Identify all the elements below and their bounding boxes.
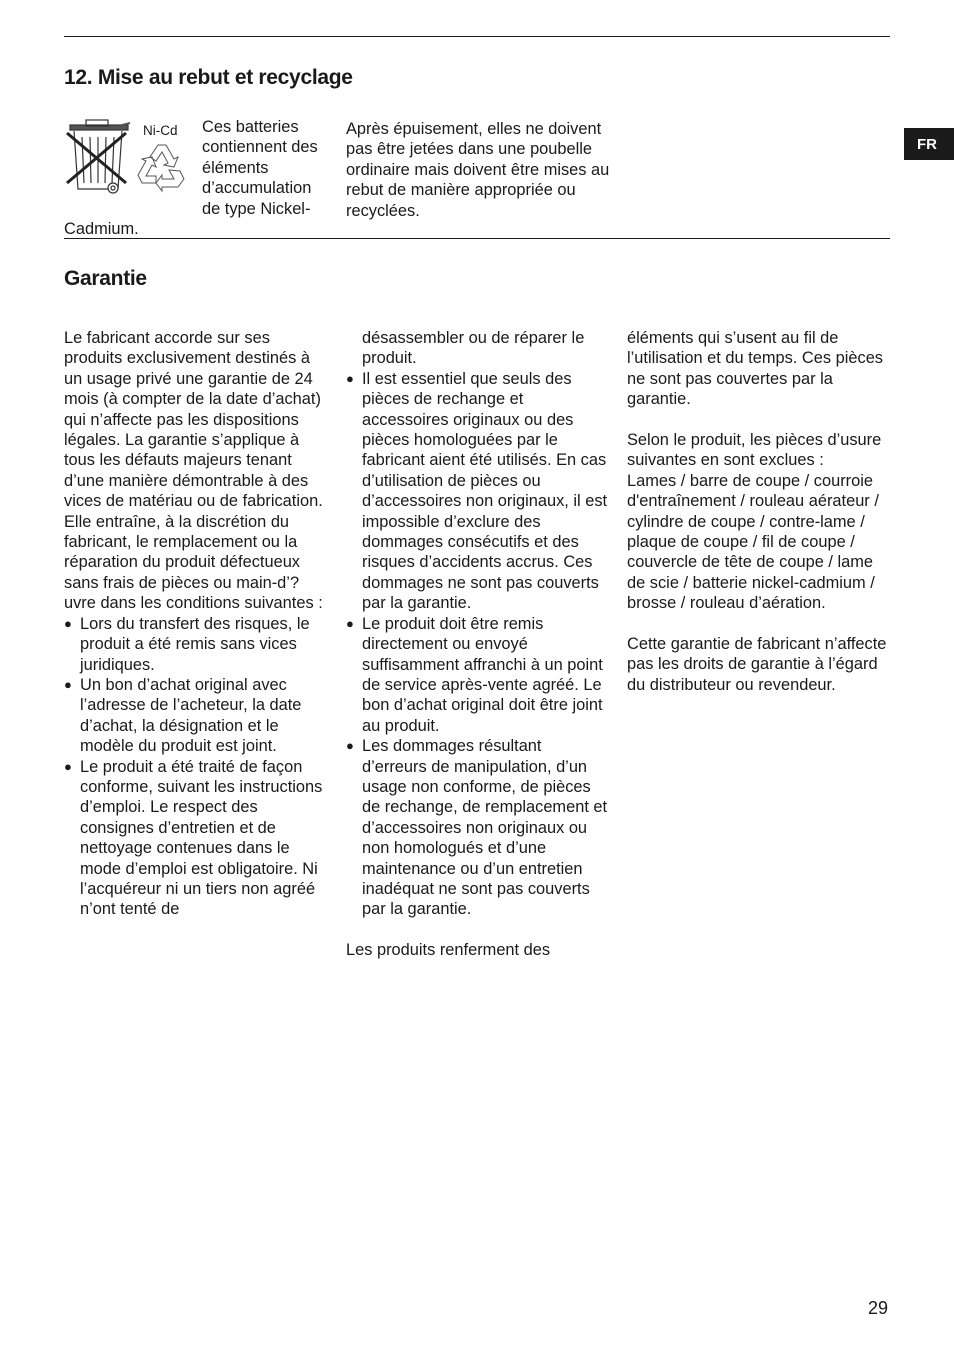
condition-item: ● Lors du transfert des risques, le produit a été remis sans vices juridiques. xyxy=(64,614,328,675)
ni-cd-label: Ni-Cd xyxy=(143,123,178,138)
garantie-column-1 xyxy=(64,328,328,920)
recycle-icon xyxy=(136,139,190,193)
condition-item: ● Les dommages résultant d’erreurs de manipulation, d’un usage non conforme, de pièces de rechange, de remplacement et d’accessoires non originaux ou non homologués et d’une maintenance ou d’un entretien inadéquat ne sont pas couverts par la garantie. xyxy=(346,736,610,920)
recycling-heading: 12. Mise au rebut et recyclage xyxy=(64,66,353,89)
garantie-conditions-list-2 xyxy=(346,369,610,920)
top-rule xyxy=(64,36,890,37)
garantie-column-3 xyxy=(627,328,889,695)
recycling-text-left xyxy=(64,117,334,239)
language-tab: FR xyxy=(904,128,954,160)
garantie-heading: Garantie xyxy=(64,267,147,290)
excluded-parts-list: Lames / barre de coupe / courroie d'entraînement / rouleau aérateur / cylindre de coupe / contre-lame / plaque de coupe / fil de coupe / couvercle de tête de coupe / lame de scie / batterie nickel-cadmium / brosse / rouleau d’aération. xyxy=(627,471,879,613)
section-rule xyxy=(64,238,890,239)
garantie-conditions-list-1 xyxy=(64,614,328,920)
battery-disposal-icons xyxy=(64,117,192,201)
garantie-column-2 xyxy=(346,328,610,961)
condition-item: ● Un bon d’achat original avec l’adresse de l’acheteur, la date d’achat, la désignation et le modèle du produit est joint. xyxy=(64,675,328,757)
recycling-text-right: Après épuisement, elles ne doivent pas être jetées dans une poubelle ordinaire mais doivent être mises au rebut de manière appropriée ou recyclées. xyxy=(346,120,610,220)
distributor-rights-note: Cette garantie de fabricant n’affecte pas les droits de garantie à l’égard du distributeur ou revendeur. xyxy=(627,635,887,694)
condition-item: ● Le produit doit être remis directement ou envoyé suffisamment affranchi à un point de service après-vente agréé. Le bon d’achat original doit être joint au produit. xyxy=(346,614,610,736)
recycling-text-left-content: Ces batteries contiennent des éléments d’accumulation de type Nickel-Cadmium. xyxy=(64,118,318,239)
condition-continuation: désassembler ou de réparer le produit. xyxy=(362,329,585,368)
condition-item: ● Il est essentiel que seuls des pièces de rechange et accessoires originaux ou des pièces homologuées par le fabricant aient été utilisés. En cas d’utilisation de pièces ou d’accessoires non originaux, il est impossible d’exclure des dommages consécutifs et des risques d’accidents accrus. Ces dommages ne sont pas couverts par la garantie. xyxy=(346,369,610,614)
page-number: 29 xyxy=(868,1298,889,1318)
excluded-parts-intro: Selon le produit, les pièces d’usure suivantes en sont exclues : xyxy=(627,431,882,470)
condition-item: ● Le produit a été traité de façon conforme, suivant les instructions d’emploi. Le respect des consignes d’entretien et de nettoyage contenues dans le mode d’emploi est obligatoire. Ni l’acquéreur ni un tiers non agréé n’ont tenté de xyxy=(64,757,328,920)
wear-parts-intro: Les produits renferment des xyxy=(346,941,551,960)
garantie-intro: Le fabricant accorde sur ses produits exclusivement destinés à un usage privé une garantie de 24 mois (à compter de la date d’achat) qui n’affecte pas les dispositions légales. La garantie s’applique à tous les défauts majeurs tenant d’une manière démontrable à des vices de matériau ou de fabrication. Elle entraîne, à la discrétion du fabricant, le remplacement ou la réparation du produit défectueux sans frais de pièces ou main-d’?uvre dans les conditions suivantes : xyxy=(64,329,323,613)
wear-parts-text: éléments qui s’usent au fil de l’utilisation et du temps. Ces pièces ne sont pas couvertes par la garantie. xyxy=(627,329,883,409)
